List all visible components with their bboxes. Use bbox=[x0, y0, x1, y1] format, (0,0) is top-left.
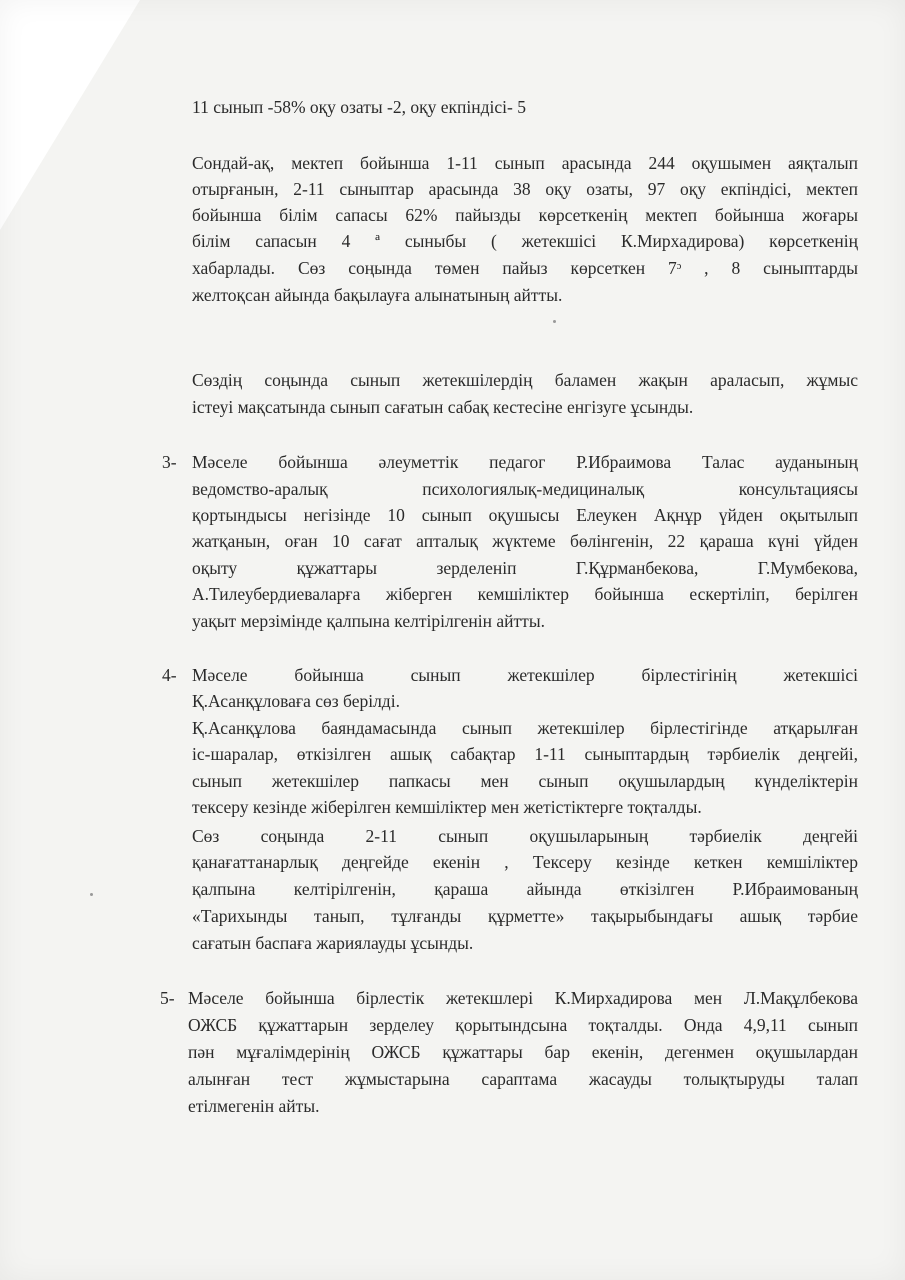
text-line: Сондай-ақ, мектеп бойынша 1-11 сынып арасында 244 оқушымен аяқталып bbox=[192, 153, 858, 173]
text-line: тексеру кезінде жіберілген кемшіліктер мен жетістіктерге тоқталды. bbox=[192, 797, 702, 817]
text-line: Қ.Асанқұловаға сөз берілді. bbox=[192, 691, 400, 711]
text-line: желтоқсан айында бақылауға алынатының айтты. bbox=[192, 285, 563, 305]
text-line: Мәселе бойынша әлеуметтік педагог Р.Ибраимова Талас ауданының bbox=[192, 452, 858, 472]
scan-speck bbox=[90, 893, 93, 896]
text-line: іс-шаралар, өткізілген ашық сабақтар 1-11 сыныптардың тәрбиелік деңгейі, bbox=[192, 744, 858, 764]
text-line: А.Тилеубердиеваларға жіберген кемшіліктер бойынша ескертіліп, берілген bbox=[192, 584, 858, 604]
text-line: сағатын баспаға жариялауды ұсынды. bbox=[192, 933, 474, 953]
text-line: істеуі мақсатында сынып сағатын сабақ кестесіне енгізуге ұсынды. bbox=[192, 397, 694, 417]
text-line: Мәселе бойынша сынып жетекшілер бірлестігінің жетекшісі bbox=[192, 665, 858, 685]
text-line: білім сапасын 4 ª сыныбы ( жетекшісі К.Мирхадирова) көрсеткенің bbox=[192, 231, 858, 251]
class-11-summary-line: 11 сынып -58% оқу озаты -2, оқу екпіндісі- 5 bbox=[192, 97, 526, 117]
item-number: 4- bbox=[162, 665, 177, 685]
scan-speck bbox=[553, 320, 556, 323]
item-number: 5- bbox=[160, 988, 175, 1008]
text-line: пән мұғалімдерінің ОЖСБ құжаттары бар екенін, дегенмен оқушылардан bbox=[188, 1042, 858, 1062]
text-line: Мәселе бойынша бірлестік жетекшлері К.Мирхадирова мен Л.Мақұлбекова bbox=[188, 988, 858, 1008]
text-line: бойынша білім сапасы 62% пайызды көрсеткенің мектеп бойынша жоғары bbox=[192, 205, 858, 225]
text-line: отырғанын, 2-11 сыныптар арасында 38 оқу озаты, 97 оқу екпіндісі, мектеп bbox=[192, 179, 858, 199]
text-line: қалпына келтірілгенін, қараша айында өткізілген Р.Ибраимованың bbox=[192, 879, 858, 899]
text-line: жатқанын, оған 10 сағат апталық жүктеме бөлінгенін, 22 қараша күні үйден bbox=[192, 531, 858, 551]
text-line: оқыту құжаттары зерделеніп Г.Құрманбекова, Г.Мумбекова, bbox=[192, 558, 858, 578]
text-line: Сөздің соңында сынып жетекшілердің баламен жақын араласып, жұмыс bbox=[192, 370, 858, 390]
text-line: Сөз соңында 2-11 сынып оқушыларының тәрбиелік деңгейі bbox=[192, 826, 858, 846]
text-line: қанағаттанарлық деңгейде екенін , Тексеру кезінде кеткен кемшіліктер bbox=[192, 852, 858, 872]
text-line: «Тарихынды танып, тұлғанды құрметте» тақырыбындағы ашық тәрбие bbox=[192, 906, 858, 926]
text-line: етілмегенін айты. bbox=[188, 1096, 320, 1116]
page-corner-fold bbox=[0, 0, 140, 230]
item-number: 3- bbox=[162, 452, 177, 472]
text-line: ОЖСБ құжаттарын зерделеу қорытындсына тоқталды. Онда 4,9,11 сынып bbox=[188, 1015, 858, 1035]
text-line: ведомство-аралық психологиялық-медициналық консультациясы bbox=[192, 479, 858, 499]
text-line: уақыт мерзімінде қалпына келтірілгенін айтты. bbox=[192, 611, 545, 631]
text-line: сынып жетекшілер папкасы мен сынып оқушылардың күнделіктерін bbox=[192, 771, 858, 791]
text-line: қортындысы негізінде 10 сынып оқушысы Елеукен Ақнұр үйден оқытылып bbox=[192, 505, 858, 525]
text-line: хабарлады. Сөз соңында төмен пайыз көрсеткен 7ᵓ , 8 сыныптарды bbox=[192, 258, 858, 278]
text-line: алынған тест жұмыстарына сараптама жасауды толықтыруды талап bbox=[188, 1069, 858, 1089]
text-line: Қ.Асанқұлова баяндамасында сынып жетекшілер бірлестігінде атқарылған bbox=[192, 718, 858, 738]
